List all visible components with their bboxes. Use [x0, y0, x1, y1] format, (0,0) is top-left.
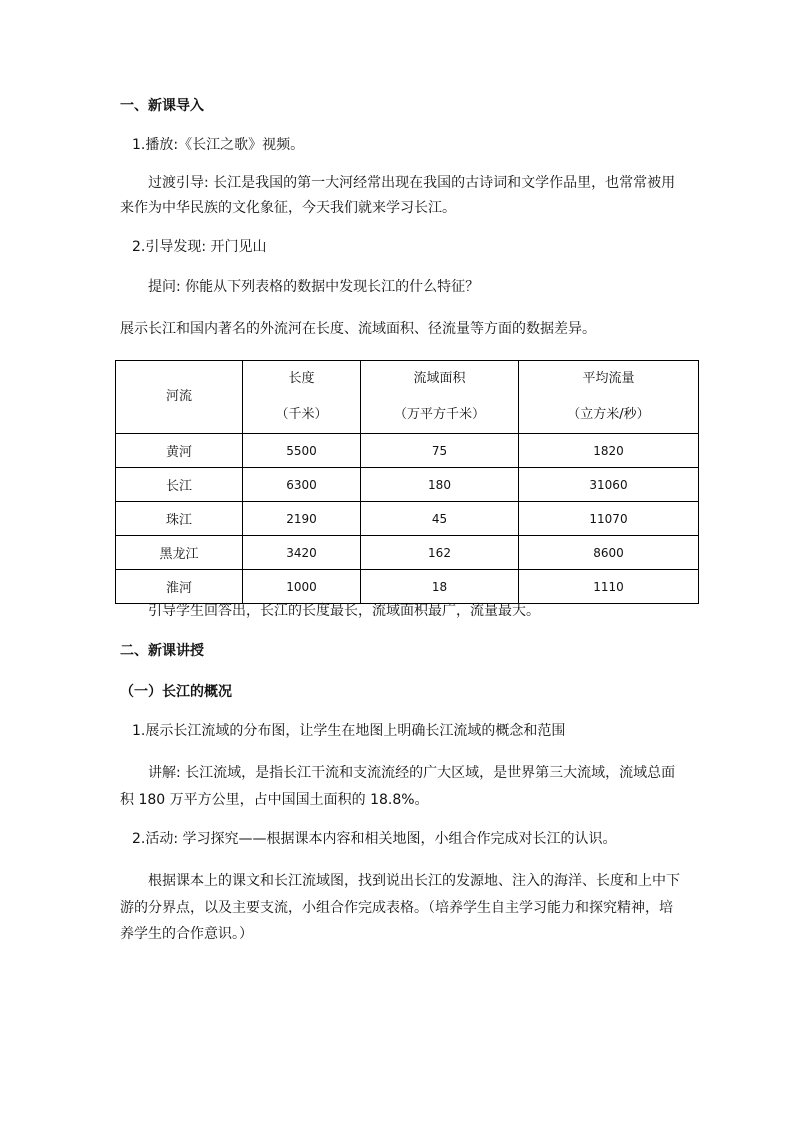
- flow-cell: 1820: [519, 434, 699, 468]
- list-item: 1.播放:《长江之歌》视频。: [132, 137, 305, 153]
- paragraph-line: 游的分界点，以及主要支流，小组合作完成表格。（培养学生自主学习能力和探究精神，培: [120, 900, 673, 916]
- header-unit: （万平方千米）: [393, 407, 485, 422]
- header-label: 流域面积: [413, 371, 466, 386]
- length-cell: 5500: [243, 434, 361, 468]
- length-cell: 3420: [243, 536, 361, 570]
- conclusion-text: 引导学生回答出，长江的长度最长，流域面积最广，流量最大。: [148, 603, 540, 619]
- list-item: 2.引导发现: 开门见山: [132, 239, 267, 255]
- paragraph-line: 过渡引导: 长江是我国的第一大河经常出现在我国的古诗词和文学作品里，也常常被用: [148, 175, 676, 191]
- river-name-cell: 珠江: [116, 502, 243, 536]
- length-cell: 6300: [243, 468, 361, 502]
- question-text: 提问: 你能从下列表格的数据中发现长江的什么特征？: [148, 279, 480, 295]
- flow-cell: 31060: [519, 468, 699, 502]
- flow-cell: 1110: [519, 570, 699, 604]
- river-name-cell: 淮河: [116, 570, 243, 604]
- area-cell: 18: [361, 570, 519, 604]
- paragraph-line: 根据课本上的课文和长江流域图，找到说出长江的发源地、注入的海洋、长度和上中下: [148, 873, 680, 889]
- area-cell: 162: [361, 536, 519, 570]
- river-name-cell: 长江: [116, 468, 243, 502]
- paragraph-line: 来作为中华民族的文化象征，今天我们就来学习长江。: [120, 200, 456, 216]
- paragraph-line: 积 180 万平方公里，占中国国土面积的 18.8%。: [120, 792, 429, 808]
- section-heading-2: 二、新课讲授: [120, 643, 204, 659]
- area-cell: 75: [361, 434, 519, 468]
- length-cell: 2190: [243, 502, 361, 536]
- section-heading-1: 一、新课导入: [120, 98, 204, 114]
- header-label: 平均流量: [582, 371, 635, 386]
- river-name-cell: 黑龙江: [116, 536, 243, 570]
- header-cell-area: [361, 361, 519, 434]
- table-row: [116, 536, 699, 570]
- table-intro: 展示长江和国内著名的外流河在长度、流域面积、径流量等方面的数据差异。: [120, 321, 596, 337]
- list-item: 2.活动: 学习探究——根据课本内容和相关地图，小组合作完成对长江的认识。: [132, 831, 617, 847]
- header-cell-flow: [519, 361, 699, 434]
- header-unit: （千米）: [275, 407, 328, 422]
- table-row: [116, 570, 699, 604]
- flow-cell: 11070: [519, 502, 699, 536]
- header-label: 长度: [288, 371, 315, 386]
- area-cell: 45: [361, 502, 519, 536]
- header-cell-length: [243, 361, 361, 434]
- list-item: 1.展示长江流域的分布图，让学生在地图上明确长江流域的概念和范围: [132, 723, 566, 739]
- header-label: 河流: [165, 389, 192, 404]
- table-row: [116, 434, 699, 468]
- length-cell: 1000: [243, 570, 361, 604]
- table-row: [116, 468, 699, 502]
- paragraph-line: 讲解: 长江流域，是指长江干流和支流流经的广大区域，是世界第三大流域，流域总面: [148, 765, 676, 781]
- subsection-heading: （一）长江的概况: [120, 684, 232, 700]
- river-data-table: [115, 360, 699, 604]
- flow-cell: 8600: [519, 536, 699, 570]
- paragraph-line: 养学生的合作意识。）: [120, 926, 253, 942]
- area-cell: 180: [361, 468, 519, 502]
- table-row: [116, 502, 699, 536]
- river-name-cell: 黄河: [116, 434, 243, 468]
- header-unit: （立方米/秒）: [567, 407, 650, 422]
- table-header-row: [116, 361, 699, 434]
- header-cell-river: [116, 361, 243, 434]
